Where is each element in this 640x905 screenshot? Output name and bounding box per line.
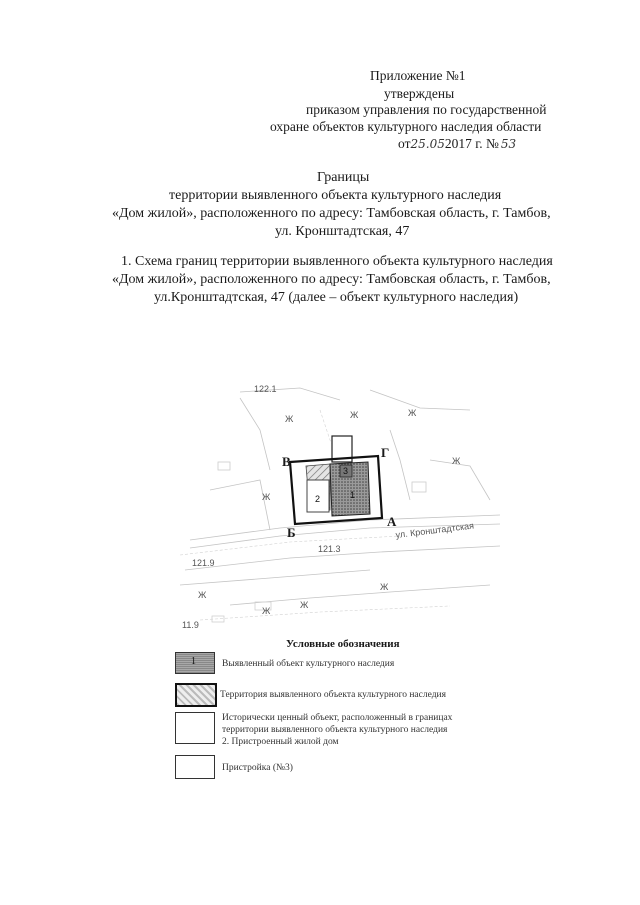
title-address: «Дом жилой», расположенного по адресу: Тамбовская область, г. Тамбов,	[112, 206, 551, 221]
street-label: ул. Кронштадтская	[395, 520, 475, 540]
legend-label: 2. Пристроенный жилой дом	[222, 737, 339, 747]
building-number-2: 2	[315, 494, 321, 504]
legend-swatch-historic	[175, 712, 215, 744]
corner-label-g: Г	[381, 445, 390, 460]
section-street: ул.Кронштадтская, 47 (далее – объект культурного наследия)	[154, 290, 519, 305]
title-street: ул. Кронштадтская, 47	[275, 224, 410, 239]
legend-label: Исторически ценный объект, расположенный в границах	[222, 713, 453, 723]
date-prefix: от	[398, 136, 411, 151]
legend-title: Условные обозначения	[286, 638, 400, 650]
elevation-label: 122.1	[254, 384, 277, 394]
building-number-1: 1	[350, 490, 356, 500]
legend-label: Территория выявленного объекта культурного наследия	[220, 690, 446, 700]
legend-swatch-annex	[175, 755, 215, 779]
legend-swatch-heritage	[175, 652, 215, 674]
zh-mark: Ж	[350, 410, 359, 420]
elevation-label: 121.9	[192, 558, 215, 568]
authority-line: охране объектов культурного наследия области	[270, 119, 542, 134]
building-number-3: 3	[343, 466, 349, 476]
corner-label-a: А	[387, 514, 397, 529]
date-line	[398, 136, 516, 152]
order-line: приказом управления по государственной	[306, 102, 547, 117]
zh-mark: Ж	[300, 600, 309, 610]
zh-mark: Ж	[262, 492, 271, 502]
legend-label: Выявленный объект культурного наследия	[222, 659, 395, 669]
title-borders: Границы	[317, 170, 370, 185]
map-drawing	[170, 370, 520, 640]
zh-mark: Ж	[198, 590, 207, 600]
corner-label-b: Б	[287, 525, 296, 540]
date-suffix: 2017 г. №	[444, 136, 499, 151]
section-address: «Дом жилой», расположенного по адресу: Тамбовская область, г. Тамбов,	[112, 272, 551, 287]
section-heading: 1. Схема границ территории выявленного объекта культурного наследия	[121, 254, 553, 269]
zh-mark: Ж	[285, 414, 294, 424]
appendix-number: Приложение №1	[370, 68, 466, 83]
zh-mark: Ж	[408, 408, 417, 418]
boundary-map	[170, 370, 520, 640]
legend-swatch-territory	[175, 683, 217, 707]
approved-label: утверждены	[384, 86, 455, 101]
elevation-label: 121.3	[318, 544, 341, 554]
zh-mark: Ж	[380, 582, 389, 592]
title-territory: территории выявленного объекта культурного наследия	[169, 188, 502, 203]
date-handwritten: 25.05	[410, 137, 445, 151]
legend-swatch-number: 1	[191, 656, 196, 667]
legend-label: территории выявленного объекта культурного наследия	[222, 725, 448, 735]
legend-label: Пристройка (№3)	[222, 763, 293, 773]
zh-mark: Ж	[452, 456, 461, 466]
corner-label-v: В	[282, 454, 291, 469]
zh-mark: Ж	[262, 606, 271, 616]
elevation-label: 11.9	[182, 620, 199, 630]
number-handwritten: 53	[500, 137, 517, 151]
